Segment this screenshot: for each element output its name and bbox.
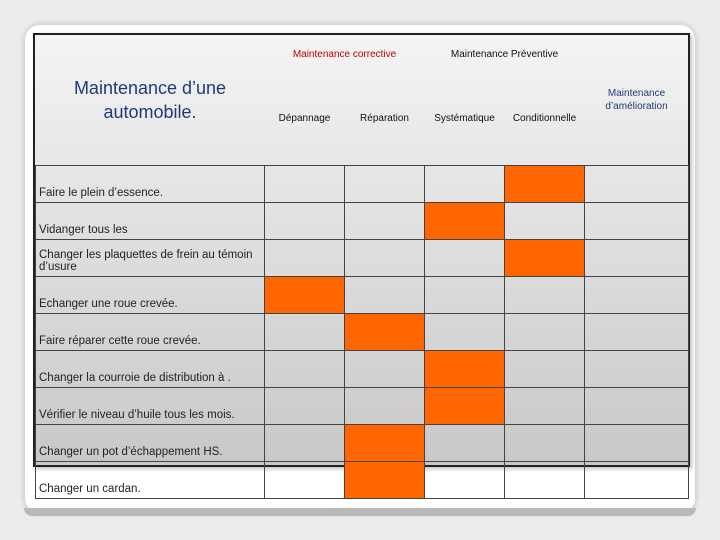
marked-cell bbox=[505, 165, 585, 202]
empty-cell bbox=[265, 350, 345, 387]
header-reparation: Réparation bbox=[360, 113, 409, 125]
empty-cell bbox=[505, 276, 585, 313]
empty-cell bbox=[505, 461, 585, 498]
empty-cell bbox=[265, 461, 345, 498]
title-line-1: Maintenance d’une bbox=[73, 77, 227, 98]
task-label: Changer un pot d’échappement HS. bbox=[36, 424, 265, 461]
task-label: Echanger une roue crevée. bbox=[36, 276, 265, 313]
empty-cell bbox=[425, 424, 505, 461]
table-row bbox=[36, 313, 689, 350]
task-rows bbox=[36, 165, 689, 498]
empty-cell bbox=[345, 239, 425, 276]
empty-cell bbox=[505, 350, 585, 387]
empty-cell bbox=[425, 461, 505, 498]
marked-cell bbox=[345, 424, 425, 461]
empty-cell bbox=[585, 313, 689, 350]
table-row bbox=[36, 387, 689, 424]
table-row bbox=[36, 350, 689, 387]
marked-cell bbox=[505, 239, 585, 276]
empty-cell bbox=[265, 202, 345, 239]
header-conditionnelle: Conditionnelle bbox=[512, 113, 577, 125]
empty-cell bbox=[585, 202, 689, 239]
title-line-2: automobile. bbox=[103, 101, 197, 122]
empty-cell bbox=[505, 313, 585, 350]
empty-cell bbox=[505, 424, 585, 461]
empty-cell bbox=[425, 165, 505, 202]
header-systematique: Systématique bbox=[434, 113, 495, 125]
empty-cell bbox=[425, 276, 505, 313]
empty-cell bbox=[585, 276, 689, 313]
empty-cell bbox=[585, 461, 689, 498]
marked-cell bbox=[345, 313, 425, 350]
empty-cell bbox=[425, 313, 505, 350]
table-row bbox=[36, 165, 689, 202]
empty-cell bbox=[265, 424, 345, 461]
maintenance-table bbox=[35, 35, 689, 499]
empty-cell bbox=[345, 202, 425, 239]
maintenance-table-container bbox=[33, 33, 690, 495]
slide-bottom-rule bbox=[24, 508, 696, 516]
empty-cell bbox=[585, 424, 689, 461]
empty-cell bbox=[585, 387, 689, 424]
task-label: Faire réparer cette roue crevée. bbox=[36, 313, 265, 350]
task-label: Changer les plaquettes de frein au témoin d’usure bbox=[36, 239, 265, 276]
marked-cell bbox=[345, 461, 425, 498]
header-maintenance-amelioration: Maintenance d’amélioration bbox=[605, 87, 668, 112]
marked-cell bbox=[425, 350, 505, 387]
header-depannage: Dépannage bbox=[278, 113, 331, 125]
table-row bbox=[36, 202, 689, 239]
task-label: Changer un cardan. bbox=[36, 461, 265, 498]
empty-cell bbox=[345, 276, 425, 313]
header-maintenance-preventive: Maintenance Préventive bbox=[450, 48, 559, 60]
header-maintenance-corrective: Maintenance corrective bbox=[292, 48, 397, 60]
task-label: Vérifier le niveau d’huile tous les mois. bbox=[36, 387, 265, 424]
empty-cell bbox=[345, 165, 425, 202]
empty-cell bbox=[265, 239, 345, 276]
empty-cell bbox=[265, 165, 345, 202]
empty-cell bbox=[265, 387, 345, 424]
table-row bbox=[36, 276, 689, 313]
table-title bbox=[36, 35, 265, 165]
marked-cell bbox=[265, 276, 345, 313]
empty-cell bbox=[505, 387, 585, 424]
empty-cell bbox=[345, 387, 425, 424]
task-label: Changer la courroie de distribution à . bbox=[36, 350, 265, 387]
empty-cell bbox=[585, 350, 689, 387]
empty-cell bbox=[345, 350, 425, 387]
empty-cell bbox=[585, 165, 689, 202]
task-label: Faire le plein d’essence. bbox=[36, 165, 265, 202]
empty-cell bbox=[265, 313, 345, 350]
empty-cell bbox=[425, 239, 505, 276]
table-row bbox=[36, 461, 689, 498]
table-row bbox=[36, 239, 689, 276]
task-label: Vidanger tous les bbox=[36, 202, 265, 239]
marked-cell bbox=[425, 202, 505, 239]
marked-cell bbox=[425, 387, 505, 424]
empty-cell bbox=[505, 202, 585, 239]
empty-cell bbox=[585, 239, 689, 276]
table-row bbox=[36, 424, 689, 461]
